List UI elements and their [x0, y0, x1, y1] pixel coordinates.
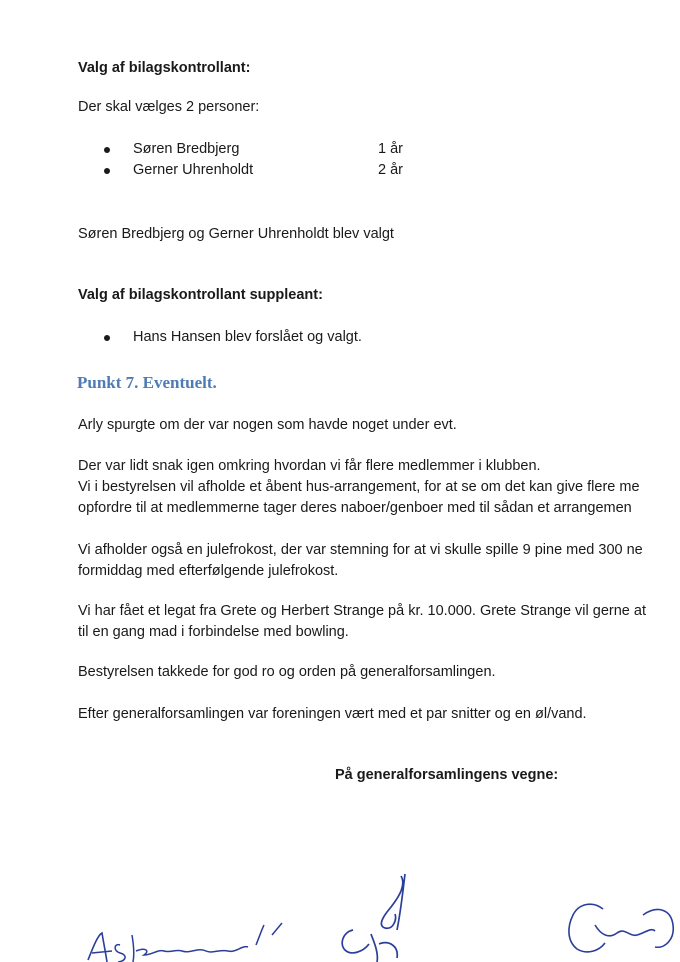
paragraph-line: Vi i bestyrelsen vil afholde et åbent hus-arrangement, for at se om det kan give flere me [78, 479, 640, 495]
list-item [0, 329, 680, 349]
point7-heading: Punkt 7. Eventuelt. [77, 373, 217, 392]
signature-2-icon [335, 870, 415, 962]
paragraph-line: Vi har fået et legat fra Grete og Herbert Strange på kr. 10.000. Grete Strange vil gerne at [78, 603, 646, 619]
candidate-term: 1 år [378, 141, 403, 157]
auditor-intro: Der skal vælges 2 personer: [78, 99, 260, 115]
paragraph-line: Vi afholder også en julefrokost, der var stemning for at vi skulle spille 9 pine med 300 ne [78, 542, 643, 558]
closing-line: På generalforsamlingens vegne: [335, 767, 559, 783]
paragraph-line: Efter generalforsamlingen var foreningen vært med et par snitter og en øl/vand. [78, 706, 587, 722]
candidate-name: Søren Bredbjerg [133, 141, 240, 157]
bullet-icon [104, 168, 110, 174]
substitute-item: Hans Hansen blev forslået og valgt. [133, 329, 362, 345]
signature-3-icon [555, 895, 680, 962]
paragraph-line: Der var lidt snak igen omkring hvordan vi får flere medlemmer i klubben. [78, 458, 541, 474]
list-item [0, 162, 680, 182]
bullet-icon [104, 335, 110, 341]
signature-1-icon [80, 905, 300, 962]
bullet-icon [104, 147, 110, 153]
candidate-name: Gerner Uhrenholdt [133, 162, 254, 178]
paragraph-line: opfordre til at medlemmerne tager deres naboer/genboer med til sådan et arrangemen [78, 500, 632, 516]
list-item [0, 141, 680, 161]
paragraph-line: Arly spurgte om der var nogen som havde noget under evt. [78, 417, 457, 433]
paragraph-line: Bestyrelsen takkede for god ro og orden på generalforsamlingen. [78, 664, 496, 680]
paragraph-line: formiddag med efterfølgende julefrokost. [78, 563, 339, 579]
auditor-result: Søren Bredbjerg og Gerner Uhrenholdt blev valgt [78, 226, 394, 242]
auditor-section-title: Valg af bilagskontrollant: [78, 60, 251, 76]
substitute-section-title: Valg af bilagskontrollant suppleant: [78, 287, 323, 303]
candidate-term: 2 år [378, 162, 403, 178]
paragraph-line: til en gang mad i forbindelse med bowling. [78, 624, 349, 640]
